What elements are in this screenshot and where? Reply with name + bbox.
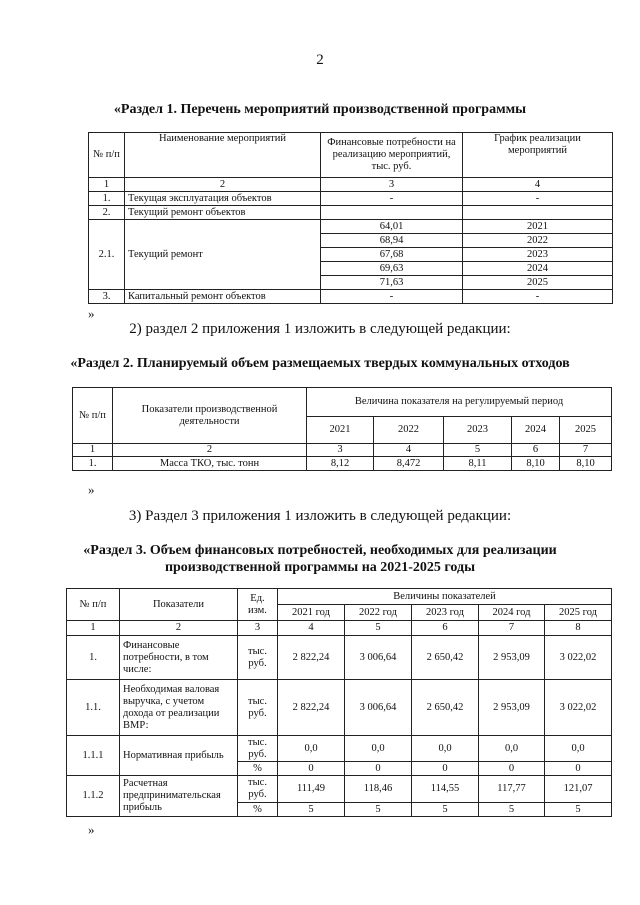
header-indicator: Показатели: [120, 589, 238, 621]
group-year: 2023: [463, 248, 613, 262]
close-quote: »: [88, 482, 95, 497]
value-cell: 5: [345, 803, 412, 817]
index-cell: 2: [125, 178, 321, 192]
row-schedule: -: [463, 192, 613, 206]
row-num: 1.: [73, 457, 113, 471]
group-year: 2024: [463, 262, 613, 276]
table-row: [73, 457, 612, 471]
value-cell: 8,10: [512, 457, 560, 471]
value-cell: 2 953,09: [479, 680, 545, 736]
header-unit: Ед. изм.: [238, 589, 278, 621]
group-name: Текущий ремонт: [125, 220, 321, 290]
index-cell: 8: [545, 621, 612, 636]
row-fin: -: [321, 290, 463, 304]
index-cell: 3: [307, 444, 374, 457]
value-cell: 2 650,42: [412, 636, 479, 680]
index-cell: 1: [89, 178, 125, 192]
value-cell: 118,46: [345, 776, 412, 803]
group-fin: 69,63: [321, 262, 463, 276]
row-unit: тыс. руб.: [238, 636, 278, 680]
value-cell: 8,472: [374, 457, 444, 471]
instruction-2: 2) раздел 2 приложения 1 изложить в следующей редакции:: [129, 321, 511, 337]
page-number: 2: [316, 52, 324, 68]
value-cell: 5: [278, 803, 345, 817]
group-fin: 68,94: [321, 234, 463, 248]
year-cell: 2021: [307, 417, 374, 444]
row-num: 2.: [89, 206, 125, 220]
header-num: № п/п: [89, 133, 125, 178]
row-unit: %: [238, 803, 278, 817]
group-fin: 67,68: [321, 248, 463, 262]
row-name: Масса ТКО, тыс. тонн: [113, 457, 307, 471]
group-year: 2021: [463, 220, 613, 234]
index-cell: 4: [278, 621, 345, 636]
header-values: Величина показателя на регулируемый период: [307, 388, 612, 417]
row-name: Расчетная предпринимательская прибыль: [120, 776, 238, 817]
value-cell: 5: [412, 803, 479, 817]
row-schedule: [463, 206, 613, 220]
row-name: Финансовые потребности, в том числе:: [120, 636, 238, 680]
year-cell: 2023 год: [412, 605, 479, 621]
header-num: № п/п: [73, 388, 113, 444]
index-cell: 1: [73, 444, 113, 457]
index-cell: 2: [120, 621, 238, 636]
index-cell: 7: [560, 444, 612, 457]
section3-title-line2: производственной программы на 2021-2025 годы: [164, 560, 476, 575]
index-cell: 1: [67, 621, 120, 636]
header-fin: Финансовые потребности на реализацию мероприятий, тыс. руб.: [321, 133, 463, 178]
section3-title: [40, 542, 600, 576]
year-cell: 2023: [444, 417, 512, 444]
value-cell: 117,77: [479, 776, 545, 803]
value-cell: 0: [479, 762, 545, 776]
instruction-3: 3) Раздел 3 приложения 1 изложить в следующей редакции:: [128, 508, 512, 524]
row-num: 1.: [67, 636, 120, 680]
close-quote: »: [88, 822, 95, 837]
section2-title: «Раздел 2. Планируемый объем размещаемых твердых коммунальных отходов: [70, 356, 570, 371]
table-row: [89, 192, 613, 206]
value-cell: 114,55: [412, 776, 479, 803]
value-cell: 0: [345, 762, 412, 776]
value-cell: 0: [545, 762, 612, 776]
value-cell: 3 022,02: [545, 680, 612, 736]
section3-title-line1: «Раздел 3. Объем финансовых потребностей, необходимых для реализации: [83, 543, 557, 558]
group-num: 2.1.: [89, 220, 125, 290]
section1-table: [88, 132, 613, 304]
value-cell: 8,12: [307, 457, 374, 471]
section2-table: [72, 387, 612, 471]
group-fin: 64,01: [321, 220, 463, 234]
index-cell: 3: [321, 178, 463, 192]
row-name: Текущий ремонт объектов: [125, 206, 321, 220]
value-cell: 3 022,02: [545, 636, 612, 680]
year-cell: 2021 год: [278, 605, 345, 621]
index-cell: 7: [479, 621, 545, 636]
row-num: 1.: [89, 192, 125, 206]
group-year: 2022: [463, 234, 613, 248]
value-cell: 8,10: [560, 457, 612, 471]
row-name: Капитальный ремонт объектов: [125, 290, 321, 304]
value-cell: 8,11: [444, 457, 512, 471]
row-num: 1.1.1: [67, 736, 120, 776]
value-cell: 111,49: [278, 776, 345, 803]
row-num: 3.: [89, 290, 125, 304]
section3-table: [66, 588, 612, 817]
year-cell: 2025 год: [545, 605, 612, 621]
value-cell: 3 006,64: [345, 636, 412, 680]
index-cell: 5: [345, 621, 412, 636]
row-schedule: -: [463, 290, 613, 304]
section1-title: «Раздел 1. Перечень мероприятий производственной программы: [113, 102, 527, 117]
value-cell: 0,0: [412, 736, 479, 762]
value-cell: 5: [545, 803, 612, 817]
header-schedule: График реализации мероприятий: [463, 133, 613, 178]
row-name: Необходимая валовая выручка, с учетом дохода от реализации ВМР:: [120, 680, 238, 736]
value-cell: 3 006,64: [345, 680, 412, 736]
value-cell: 2 822,24: [278, 680, 345, 736]
table-row: [67, 680, 612, 736]
index-cell: 5: [444, 444, 512, 457]
row-unit: тыс. руб.: [238, 680, 278, 736]
value-cell: 5: [479, 803, 545, 817]
close-quote: »: [88, 306, 95, 321]
value-cell: 2 822,24: [278, 636, 345, 680]
row-name: Текущая эксплуатация объектов: [125, 192, 321, 206]
value-cell: 121,07: [545, 776, 612, 803]
index-cell: 4: [463, 178, 613, 192]
index-cell: 4: [374, 444, 444, 457]
row-unit: %: [238, 762, 278, 776]
index-cell: 2: [113, 444, 307, 457]
year-cell: 2024: [512, 417, 560, 444]
table-row: [89, 206, 613, 220]
row-unit: тыс. руб.: [238, 736, 278, 762]
year-cell: 2022 год: [345, 605, 412, 621]
row-fin: [321, 206, 463, 220]
table-row: [67, 736, 612, 762]
row-unit: тыс. руб.: [238, 776, 278, 803]
table-row: [89, 220, 613, 234]
row-num: 1.1.: [67, 680, 120, 736]
table-row: [67, 636, 612, 680]
index-cell: 3: [238, 621, 278, 636]
header-indicator: Показатели производственной деятельности: [113, 388, 307, 444]
year-cell: 2024 год: [479, 605, 545, 621]
header-values: Величины показателей: [278, 589, 612, 605]
table-row: [67, 776, 612, 803]
row-num: 1.1.2: [67, 776, 120, 817]
value-cell: 0,0: [545, 736, 612, 762]
value-cell: 2 650,42: [412, 680, 479, 736]
group-year: 2025: [463, 276, 613, 290]
value-cell: 0,0: [345, 736, 412, 762]
header-num: № п/п: [67, 589, 120, 621]
year-cell: 2022: [374, 417, 444, 444]
value-cell: 2 953,09: [479, 636, 545, 680]
value-cell: 0,0: [278, 736, 345, 762]
group-fin: 71,63: [321, 276, 463, 290]
row-name: Нормативная прибыль: [120, 736, 238, 776]
value-cell: 0,0: [479, 736, 545, 762]
year-cell: 2025: [560, 417, 612, 444]
table-row: [89, 290, 613, 304]
index-cell: 6: [412, 621, 479, 636]
value-cell: 0: [412, 762, 479, 776]
value-cell: 0: [278, 762, 345, 776]
header-name: Наименование мероприятий: [125, 133, 321, 178]
index-cell: 6: [512, 444, 560, 457]
row-fin: -: [321, 192, 463, 206]
